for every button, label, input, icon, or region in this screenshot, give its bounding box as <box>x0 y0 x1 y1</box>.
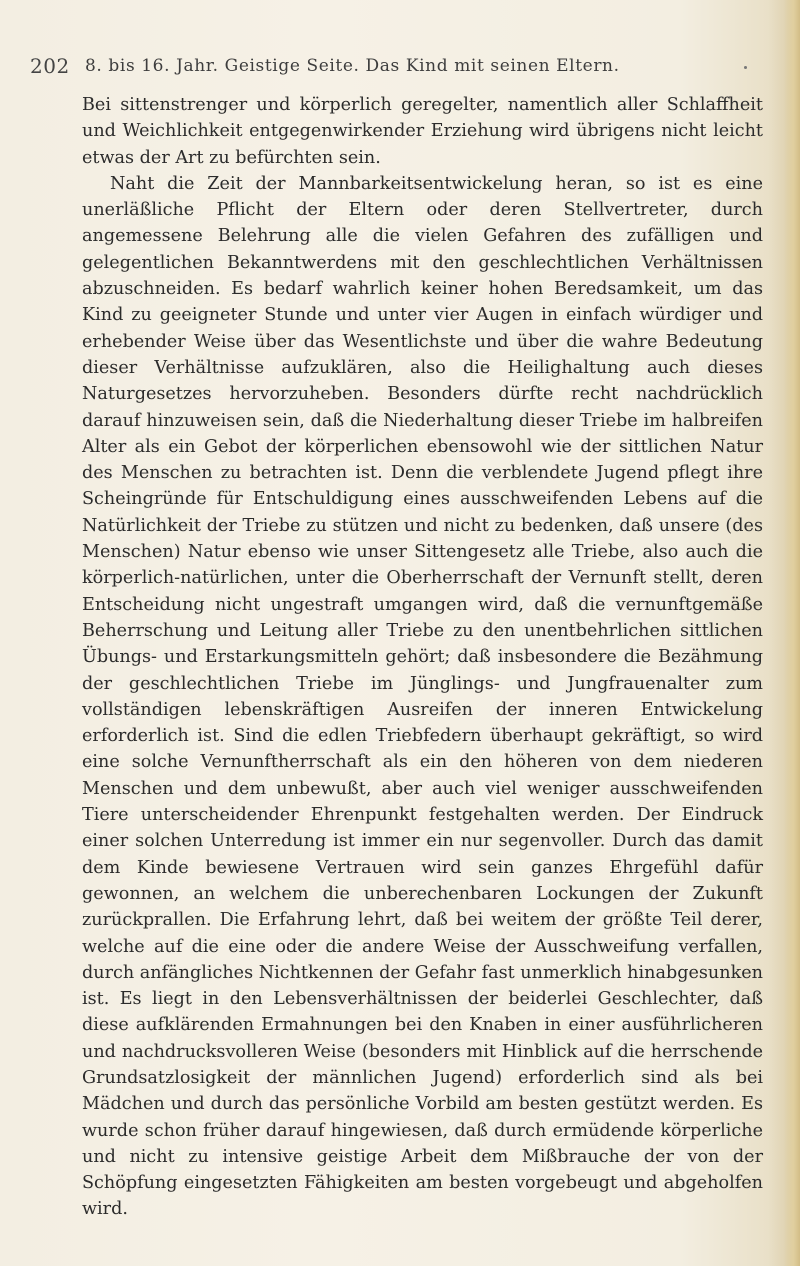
paragraph: Bei sittenstrenger und körperlich geregelter, namentlich aller Schlaffheit und Weichlichkeit entgegenwirkender Erziehung wird übrigens nicht leicht etwas der Art zu befürchten sein. <box>82 95 763 168</box>
paragraph: Naht die Zeit der Mannbarkeitsentwickelung heran, so ist es eine unerläßliche Pflicht der Eltern oder deren Stellvertreter, durch angemessene Belehrung alle die vielen Gefahren des zufälligen und gelegentlichen Bekanntwerdens mit den geschlechtlichen Verhältnissen abzuschneiden. Es bedarf wahrlich keiner hohen Beredsamkeit, um das Kind zu geeigneter Stunde und unter vier Augen in einfach würdiger und erhebender Weise über das Wesentlichste und über die wahre Bedeutung dieser Verhältnisse aufzuklären, also die Heilighaltung auch dieses Naturgesetzes hervorzuheben. Besonders dürfte recht nachdrücklich darauf hinzuweisen sein, daß die Niederhaltung dieser Triebe im halbreifen Alter als ein Gebot der körperlichen ebensowohl wie der sittlichen Natur des Menschen zu betrachten ist. Denn die verblendete Jugend pflegt ihre Scheingründe für Entschuldigung eines ausschweifenden Lebens auf die Natürlichkeit der Triebe zu stützen und nicht zu bedenken, daß unsere (des Menschen) Natur ebenso wie unser Sittengesetz alle Triebe, also auch die körperlich-natürlichen, unter die Oberherrschaft der Vernunft stellt, deren Entscheidung nicht ungestraft umgangen wird, daß die vernunftgemäße Beherrschung und Leitung aller Triebe zu den unentbehrlichen sittlichen Übungs- und Erstarkungsmitteln gehört; daß insbesondere die Bezähmung der geschlechtlichen Triebe im Jünglings- und Jungfrauenalter zum vollständigen lebenskräftigen Ausreifen der inneren Entwickelung erforderlich ist. Sind die edlen Triebfedern überhaupt gekräftigt, so wird eine solche Vernunftherrschaft als ein den höheren von dem niederen Menschen und dem unbewußt, aber auch viel weniger ausschweifenden Tiere unterscheidender Ehrenpunkt festgehalten werden. Der Eindruck einer solchen Unterredung ist immer ein nur segenvoller. Durch das damit dem Kinde bewiesene Vertrauen wird sein ganzes Ehrgefühl dafür gewonnen, an welchem die unberechenbaren Lockungen der Zukunft zurückprallen. Die Erfahrung lehrt, daß bei weitem der größte Teil derer, welche auf die eine oder die andere Weise der Ausschweifung verfallen, durch anfängliches Nichtkennen der Gefahr fast unmerklich hinabgesunken ist. Es liegt in den Lebensverhältnissen der beiderlei Geschlechter, daß diese aufklärenden Ermahnungen bei den Knaben in einer ausführlicheren und nachdrucksvolleren Weise (besonders mit Hinblick auf die herrschende Grundsatzlosigkeit der männlichen Jugend) erforderlich sind als bei Mädchen und durch das persönliche Vorbild am besten gestützt werden. Es wurde schon früher darauf hingewiesen, daß durch ermüdende körperliche und nicht zu intensive geistige Arbeit dem Mißbrauche der von der Schöpfung eingesetzten Fähigkeiten am besten vorgebeugt und abgeholfen wird. <box>82 173 763 1220</box>
page-number: 202 <box>30 54 70 78</box>
print-speck <box>744 66 747 69</box>
running-head: 8. bis 16. Jahr. Geistige Seite. Das Kind mit seinen Eltern. <box>85 56 620 76</box>
page-header <box>30 52 770 82</box>
body-text <box>82 92 763 1223</box>
page-edge-shadow <box>784 0 800 1266</box>
